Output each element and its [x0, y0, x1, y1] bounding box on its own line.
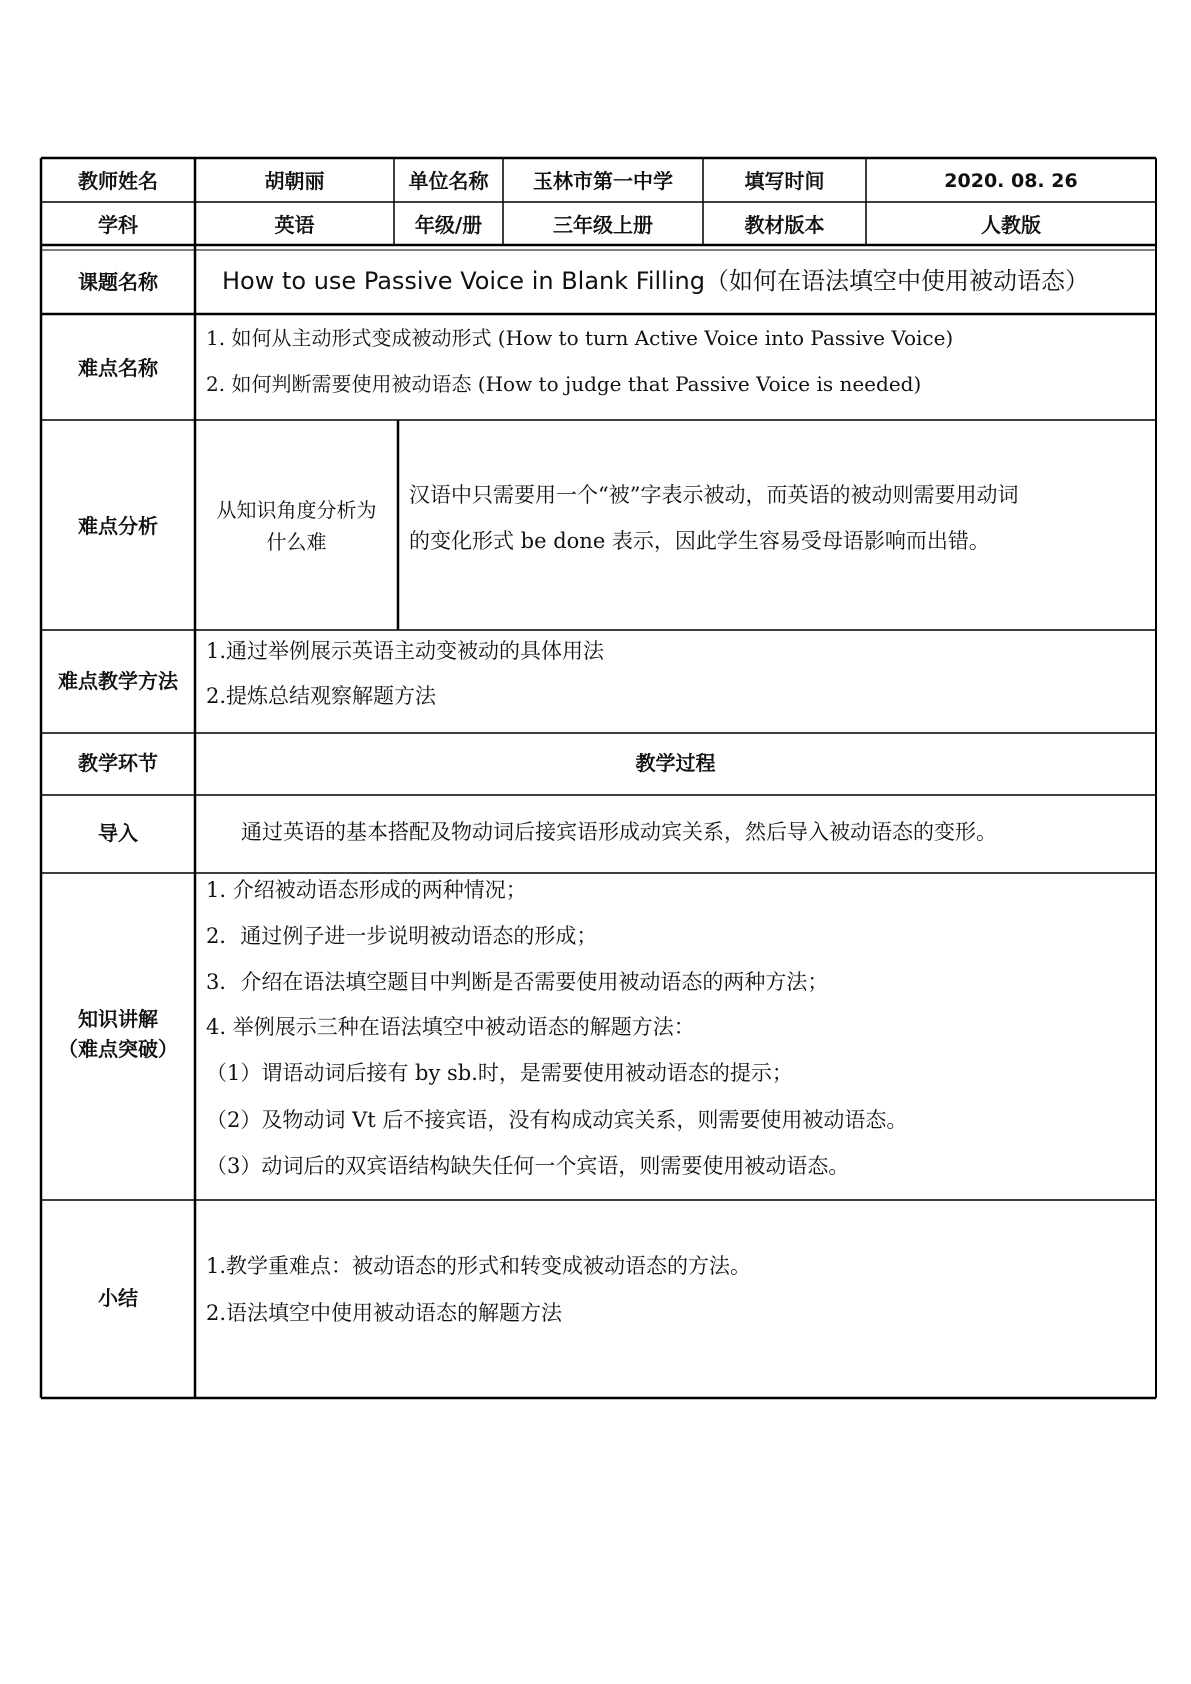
knowledge-label-line1: 知识讲解: [78, 1007, 158, 1031]
method-item-2: 2.提炼总结观察解题方法: [206, 684, 437, 708]
intro-text: 通过英语的基本搭配及物动词后接宾语形成动宾关系，然后导入被动语态的变形。: [241, 820, 997, 844]
topic-label: 课题名称: [78, 270, 158, 294]
fill-date-value: 2020. 08. 26: [944, 170, 1078, 192]
grade-label: 年级/册: [414, 213, 483, 237]
knowledge-item-2: 2．通过例子进一步说明被动语态的形成；: [206, 924, 598, 948]
intro-label: 导入: [98, 821, 138, 845]
edition-label: 教材版本: [744, 213, 825, 237]
subject-value: 英语: [274, 213, 315, 237]
method-item-1: 1.通过举例展示英语主动变被动的具体用法: [206, 639, 605, 663]
subject-label: 学科: [98, 213, 138, 237]
fill-date-label: 填写时间: [744, 169, 825, 193]
process-title: 教学过程: [635, 751, 716, 775]
summary-item-1: 1.教学重难点：被动语态的形式和转变成被动语态的方法。: [206, 1254, 752, 1278]
unit-name-label: 单位名称: [408, 169, 489, 193]
difficulty-item-2: 2. 如何判断需要使用被动语态 (How to judge that Passive Voice is needed): [206, 372, 922, 396]
summary-item-2: 2.语法填空中使用被动语态的解题方法: [206, 1301, 563, 1325]
topic-value: How to use Passive Voice in Blank Filling（如何在语法填空中使用被动语态）: [222, 267, 1089, 295]
knowledge-item-6: （2）及物动词 Vt 后不接宾语，没有构成动宾关系，则需要使用被动语态。: [206, 1108, 908, 1132]
knowledge-item-4: 4. 举例展示三种在语法填空中被动语态的解题方法：: [206, 1015, 695, 1039]
edition-value: 人教版: [981, 213, 1041, 237]
knowledge-item-7: （3）动词后的双宾语结构缺失任何一个宾语，则需要使用被动语态。: [206, 1154, 850, 1178]
knowledge-label-line2: （难点突破）: [58, 1037, 178, 1061]
teacher-name-value: 胡朝丽: [264, 169, 325, 193]
analysis-sublabel-line1: 从知识角度分析为: [216, 498, 377, 522]
knowledge-item-1: 1. 介绍被动语态形成的两种情况；: [206, 878, 527, 902]
grade-value: 三年级上册: [553, 213, 653, 237]
teacher-name-label: 教师姓名: [78, 169, 158, 193]
analysis-text-line1: 汉语中只需要用一个“被”字表示被动，而英语的被动则需要用动词: [409, 483, 1019, 507]
analysis-label: 难点分析: [78, 514, 158, 538]
knowledge-item-5: （1）谓语动词后接有 by sb.时，是需要使用被动语态的提示；: [206, 1061, 793, 1085]
knowledge-item-3: 3．介绍在语法填空题目中判断是否需要使用被动语态的两种方法；: [206, 970, 829, 994]
difficulty-item-1: 1. 如何从主动形式变成被动形式 (How to turn Active Voice into Passive Voice): [206, 326, 954, 350]
summary-label: 小结: [98, 1286, 138, 1310]
analysis-sublabel-line2: 什么难: [266, 530, 327, 554]
process-stage-label: 教学环节: [78, 751, 158, 775]
analysis-text-line2: 的变化形式 be done 表示，因此学生容易受母语影响而出错。: [409, 529, 990, 553]
method-label: 难点教学方法: [58, 669, 178, 693]
difficulty-label: 难点名称: [78, 356, 158, 380]
unit-name-value: 玉林市第一中学: [533, 169, 673, 193]
